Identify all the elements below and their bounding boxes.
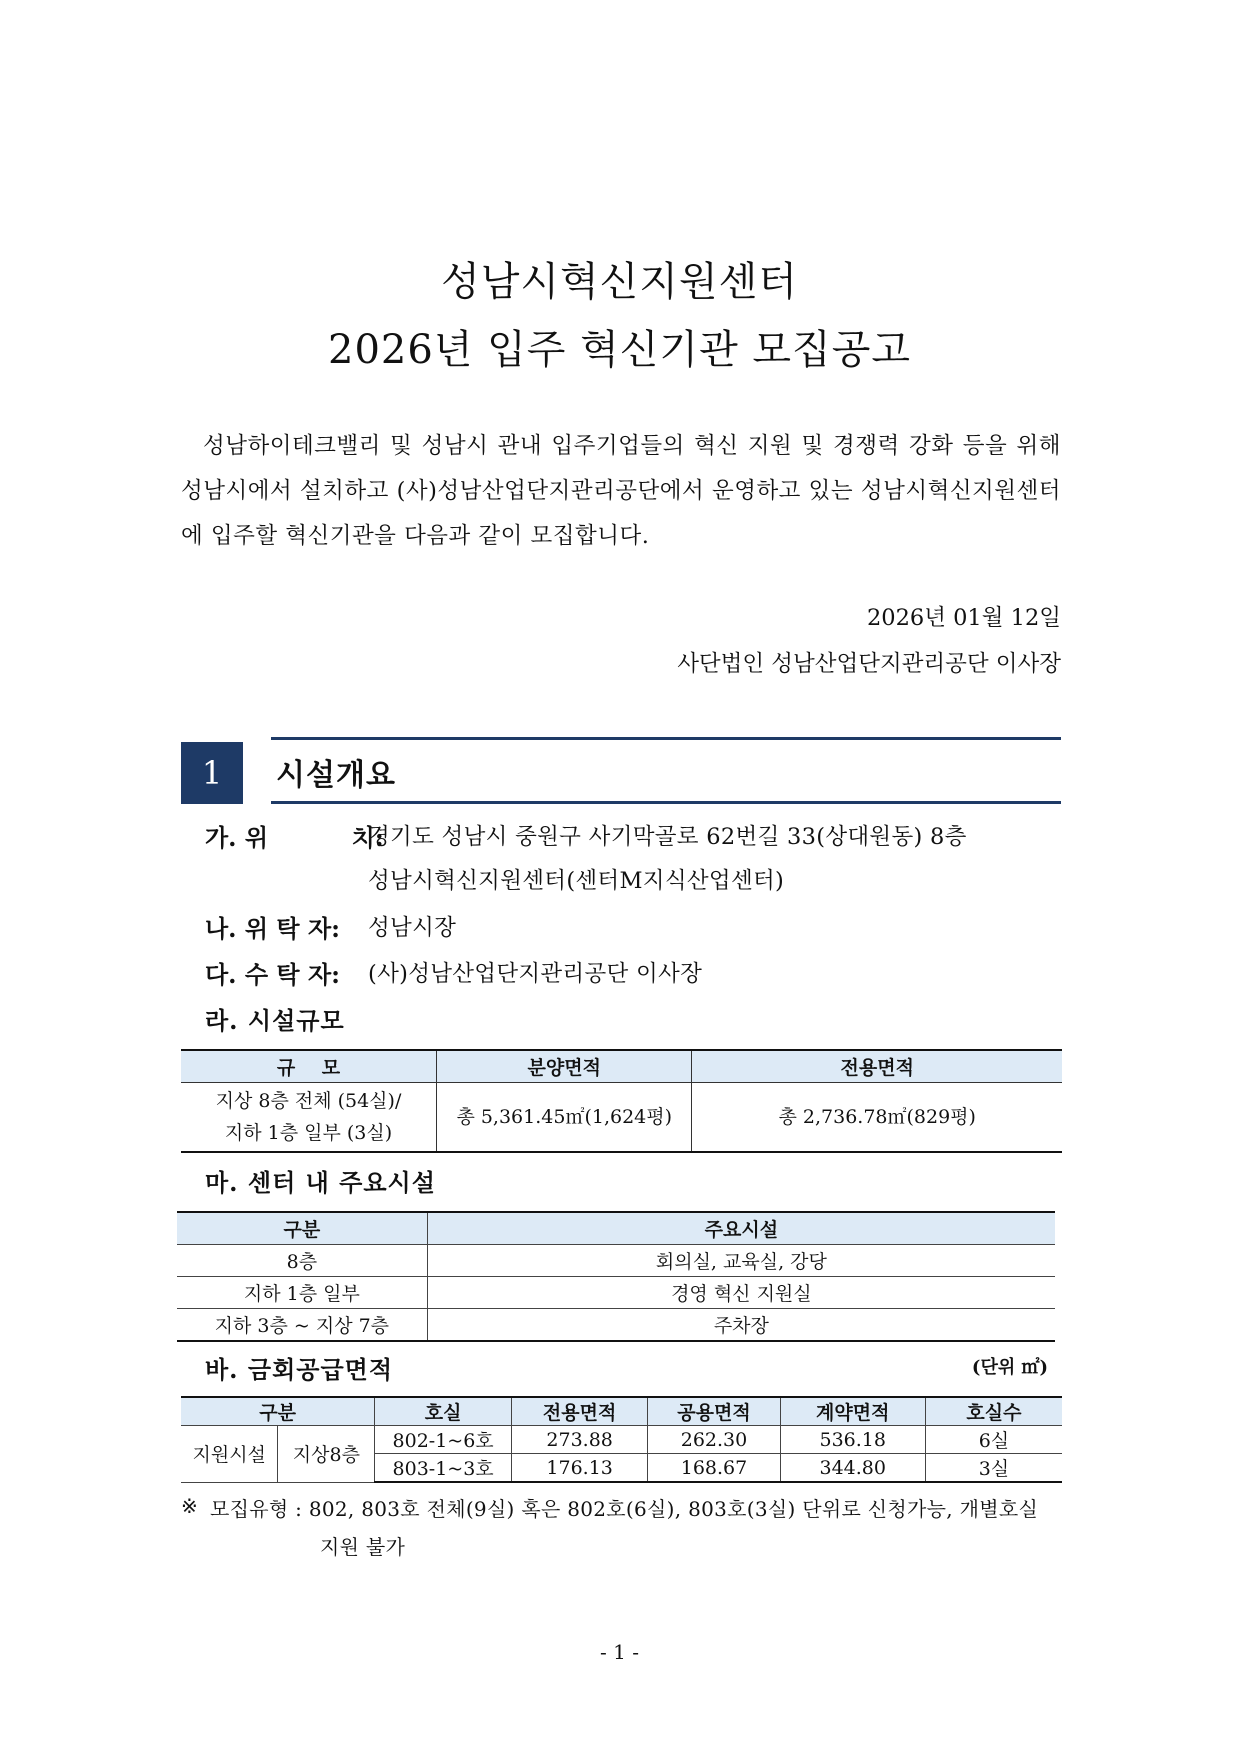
section-bottom-rule [271, 801, 1061, 804]
note-line2: 지원 불가 [320, 1535, 406, 1559]
document-title-line2: 2026년 입주 혁신기관 모집공고 [328, 327, 911, 373]
document-title-line1: 성남시혁신지원센터 [441, 259, 798, 305]
exclusive-area-cell: 총 2,736.78㎡(829평) [692, 1083, 1062, 1153]
table-header: 호실수 [925, 1397, 1062, 1426]
table-header: 전용면적 [511, 1397, 648, 1426]
table-cell: 회의실, 교육실, 강당 [427, 1245, 1055, 1277]
supply-area-heading: 바. 금회공급면적 [205, 1355, 393, 1384]
table-cell: 273.88 [511, 1426, 648, 1454]
table-cell: 168.67 [648, 1454, 780, 1483]
scale-cell [181, 1083, 436, 1153]
issuer-name: 사단법인 성남산업단지관리공단 이사장 [677, 651, 1061, 677]
consignee-label: 다. 수 탁 자: [205, 960, 341, 989]
table-cell: 536.18 [780, 1426, 925, 1454]
facilities-table [177, 1211, 1055, 1342]
table-cell: 802-1~6호 [375, 1426, 512, 1454]
note-mark: ※ [181, 1494, 198, 1518]
announcement-date: 2026년 01월 12일 [866, 605, 1061, 631]
table-header: 전용면적 [692, 1050, 1062, 1083]
note-line1: 모집유형 : 802, 803호 전체(9실) 혹은 802호(6실), 803호(3실) 단위로 신청가능, 개별호실 [210, 1497, 1039, 1521]
table-row [177, 1245, 1055, 1277]
table-row [181, 1426, 1062, 1454]
table-cell: 경영 혁신 지원실 [427, 1277, 1055, 1309]
table-header: 계약면적 [780, 1397, 925, 1426]
table-header: 분양면적 [436, 1050, 691, 1083]
table-cell: 262.30 [648, 1426, 780, 1454]
table-cell: 803-1~3호 [375, 1454, 512, 1483]
recruitment-note [210, 1490, 1062, 1566]
section-top-rule [271, 737, 1061, 740]
scale-line2: 지하 1층 일부 (3실) [224, 1122, 393, 1144]
page-number: - 1 - [600, 1640, 639, 1664]
intro-paragraph: 성남하이테크밸리 및 성남시 관내 입주기업들의 혁신 지원 및 경쟁력 강화 등을 위해 성남시에서 설치하고 (사)성남산업단지관리공단에서 운영하고 있는 성남시혁신지원센터에 입주할 혁신기관을 다음과 같이 모집합니다. [181, 433, 1061, 549]
table-cell: 지하 3층 ~ 지상 7층 [177, 1309, 427, 1342]
scale-table [181, 1049, 1062, 1153]
location-value-line1: 경기도 성남시 중원구 사기막골로 62번길 33(상대원동) 8층 [368, 824, 967, 850]
consignor-value: 성남시장 [368, 915, 457, 941]
location-value-line2: 성남시혁신지원센터(센터M지식산업센터) [368, 868, 785, 894]
table-header: 규 모 [181, 1050, 436, 1083]
table-cell: 지하 1층 일부 [177, 1277, 427, 1309]
table-header: 구분 [177, 1212, 427, 1245]
sale-area-cell: 총 5,361.45㎡(1,624평) [436, 1083, 691, 1153]
category-cell: 지원시설 [181, 1426, 278, 1483]
table-cell: 176.13 [511, 1454, 648, 1483]
table-header: 공용면적 [648, 1397, 780, 1426]
supply-area-table [181, 1396, 1062, 1483]
table-cell: 6실 [925, 1426, 1062, 1454]
scale-heading: 라. 시설규모 [205, 1006, 345, 1035]
location-label: 가. 위 치: [205, 823, 384, 852]
table-header: 호실 [375, 1397, 512, 1426]
section-number-badge: 1 [181, 742, 243, 804]
consignee-value: (사)성남산업단지관리공단 이사장 [368, 961, 703, 987]
table-row [177, 1309, 1055, 1342]
table-header: 주요시설 [427, 1212, 1055, 1245]
scale-line1: 지상 8층 전체 (54실)/ [215, 1090, 402, 1112]
consignor-label: 나. 위 탁 자: [205, 914, 341, 943]
main-facilities-heading: 마. 센터 내 주요시설 [205, 1168, 436, 1197]
table-cell: 3실 [925, 1454, 1062, 1483]
table-cell: 8층 [177, 1245, 427, 1277]
unit-label: (단위 ㎡) [971, 1357, 1048, 1378]
table-row [177, 1277, 1055, 1309]
table-header: 구분 [181, 1397, 375, 1426]
floor-cell: 지상8층 [278, 1426, 375, 1483]
table-cell: 주차장 [427, 1309, 1055, 1342]
section-title: 시설개요 [276, 758, 396, 793]
table-cell: 344.80 [780, 1454, 925, 1483]
